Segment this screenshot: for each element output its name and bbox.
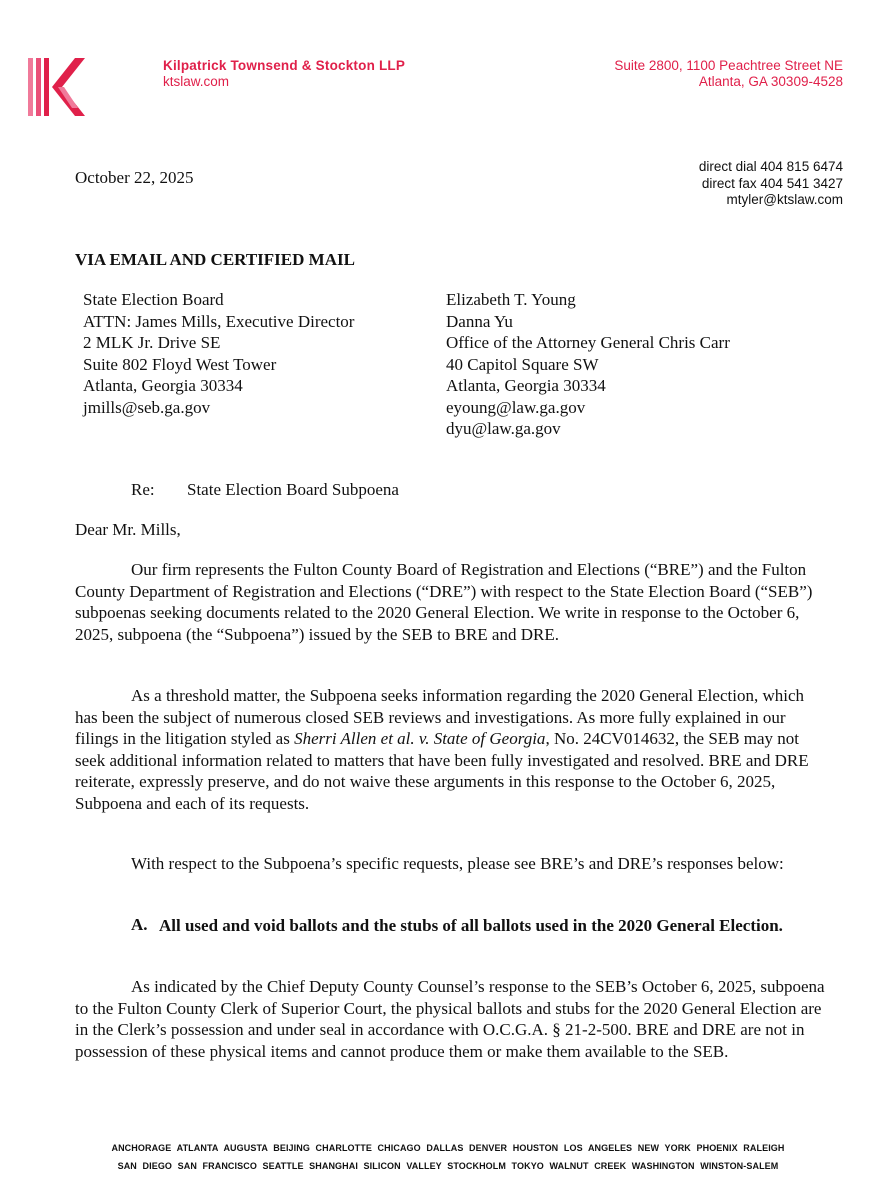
firm-address-line1: Suite 2800, 1100 Peachtree Street NE — [614, 58, 843, 73]
direct-fax: direct fax 404 541 3427 — [701, 175, 843, 191]
recipient-line: Office of the Attorney General Chris Carr — [446, 333, 730, 352]
recipient-line: Atlanta, Georgia 30334 — [83, 376, 243, 395]
delivery-method: VIA EMAIL AND CERTIFIED MAIL — [75, 250, 355, 269]
office-list-line2: SAN DIEGO SAN FRANCISCO SEATTLE SHANGHAI SILICON VALLEY STOCKHOLM TOKYO WALNUT CREEK WASHINGTON WINSTON-SALEM — [117, 1161, 779, 1171]
paragraph-text: As a threshold matter, the Subpoena seeks information regarding the 2020 General Election, which has been the subject of numerous closed SEB reviews and investigations. As more fully explained in our filings in the litigation styled as — [75, 686, 804, 749]
firm-address-line2: Atlanta, GA 30309-4528 — [698, 74, 843, 89]
recipient-line: 2 MLK Jr. Drive SE — [83, 333, 221, 352]
paragraph-text: , No. 24CV014632, the SEB may not seek additional information related to matters that have been fully investigated and resolved. BRE and DRE reiterate, expressly preserve, and do not waive these arguments in this response to the October 6, 2025, Subpoena and each of its requests. — [75, 729, 809, 813]
section-a-heading: All used and void ballots and the stubs of all ballots used in the 2020 General Election. — [159, 916, 783, 935]
sender-contact — [699, 159, 843, 209]
recipient-line: 40 Capitol Square SW — [446, 354, 599, 374]
salutation: Dear Mr. Mills, — [75, 520, 181, 539]
direct-dial: direct dial 404 815 6474 — [698, 159, 843, 174]
recipient-email: jmills@seb.ga.gov — [83, 397, 211, 417]
recipient-line: Suite 802 Floyd West Tower — [83, 354, 277, 374]
firm-address — [614, 58, 843, 90]
kilpatrick-logo-icon — [28, 58, 86, 116]
office-list-line1: ANCHORAGE ATLANTA AUGUSTA BEIJING CHARLOTTE CHICAGO DALLAS DENVER HOUSTON LOS ANGELES NEW YORK PHOENIX RALEIGH — [111, 1143, 785, 1153]
firm-info — [163, 58, 405, 90]
letter-date: October 22, 2025 — [75, 168, 194, 187]
body-paragraph-1: Our firm represents the Fulton County Board of Registration and Elections (“BRE”) and the Fulton County Department of Registration and Elections (“DRE”) with respect to the State Election Board (“SEB”) subpoenas seeking documents related to the 2020 General Election. We write in response to the October 6, 2025, subpoena (the “Subpoena”) issued by the SEB to BRE and DRE. — [75, 560, 813, 644]
case-name: Sherri Allen et al. v. State of Georgia — [294, 729, 546, 749]
subject-label: Re: — [131, 480, 155, 499]
recipient-line: Danna Yu — [446, 311, 513, 331]
recipient-block-right — [446, 289, 730, 440]
body-paragraph-2 — [75, 685, 825, 815]
subject-text: State Election Board Subpoena — [187, 480, 399, 499]
recipient-line: ATTN: James Mills, Executive Director — [83, 311, 355, 331]
recipient-line: State Election Board — [83, 290, 224, 309]
recipient-email: eyoung@law.ga.gov — [446, 397, 586, 417]
recipient-line: Atlanta, Georgia 30334 — [446, 376, 606, 395]
firm-name: Kilpatrick Townsend & Stockton LLP — [163, 58, 406, 73]
recipient-block-left — [83, 289, 354, 418]
body-paragraph-4: As indicated by the Chief Deputy County Counsel’s response to the SEB’s October 6, 2025, subpoena to the Fulton County Clerk of Superior Court, the physical ballots and stubs for the 2020 General Election are in the Clerk’s possession and under seal in accordance with O.C.G.A. § 21-2-500. BRE and DRE are not in possession of these physical items and cannot produce them or make them available to the SEB. — [75, 977, 825, 1061]
recipient-email: dyu@law.ga.gov — [446, 419, 561, 438]
recipient-line: Elizabeth T. Young — [446, 290, 576, 309]
sender-email: mtyler@ktslaw.com — [726, 192, 843, 207]
firm-website: ktslaw.com — [163, 74, 230, 89]
section-a-letter: A. — [131, 915, 148, 934]
body-paragraph-3: With respect to the Subpoena’s specific requests, please see BRE’s and DRE’s responses below: — [131, 854, 784, 873]
